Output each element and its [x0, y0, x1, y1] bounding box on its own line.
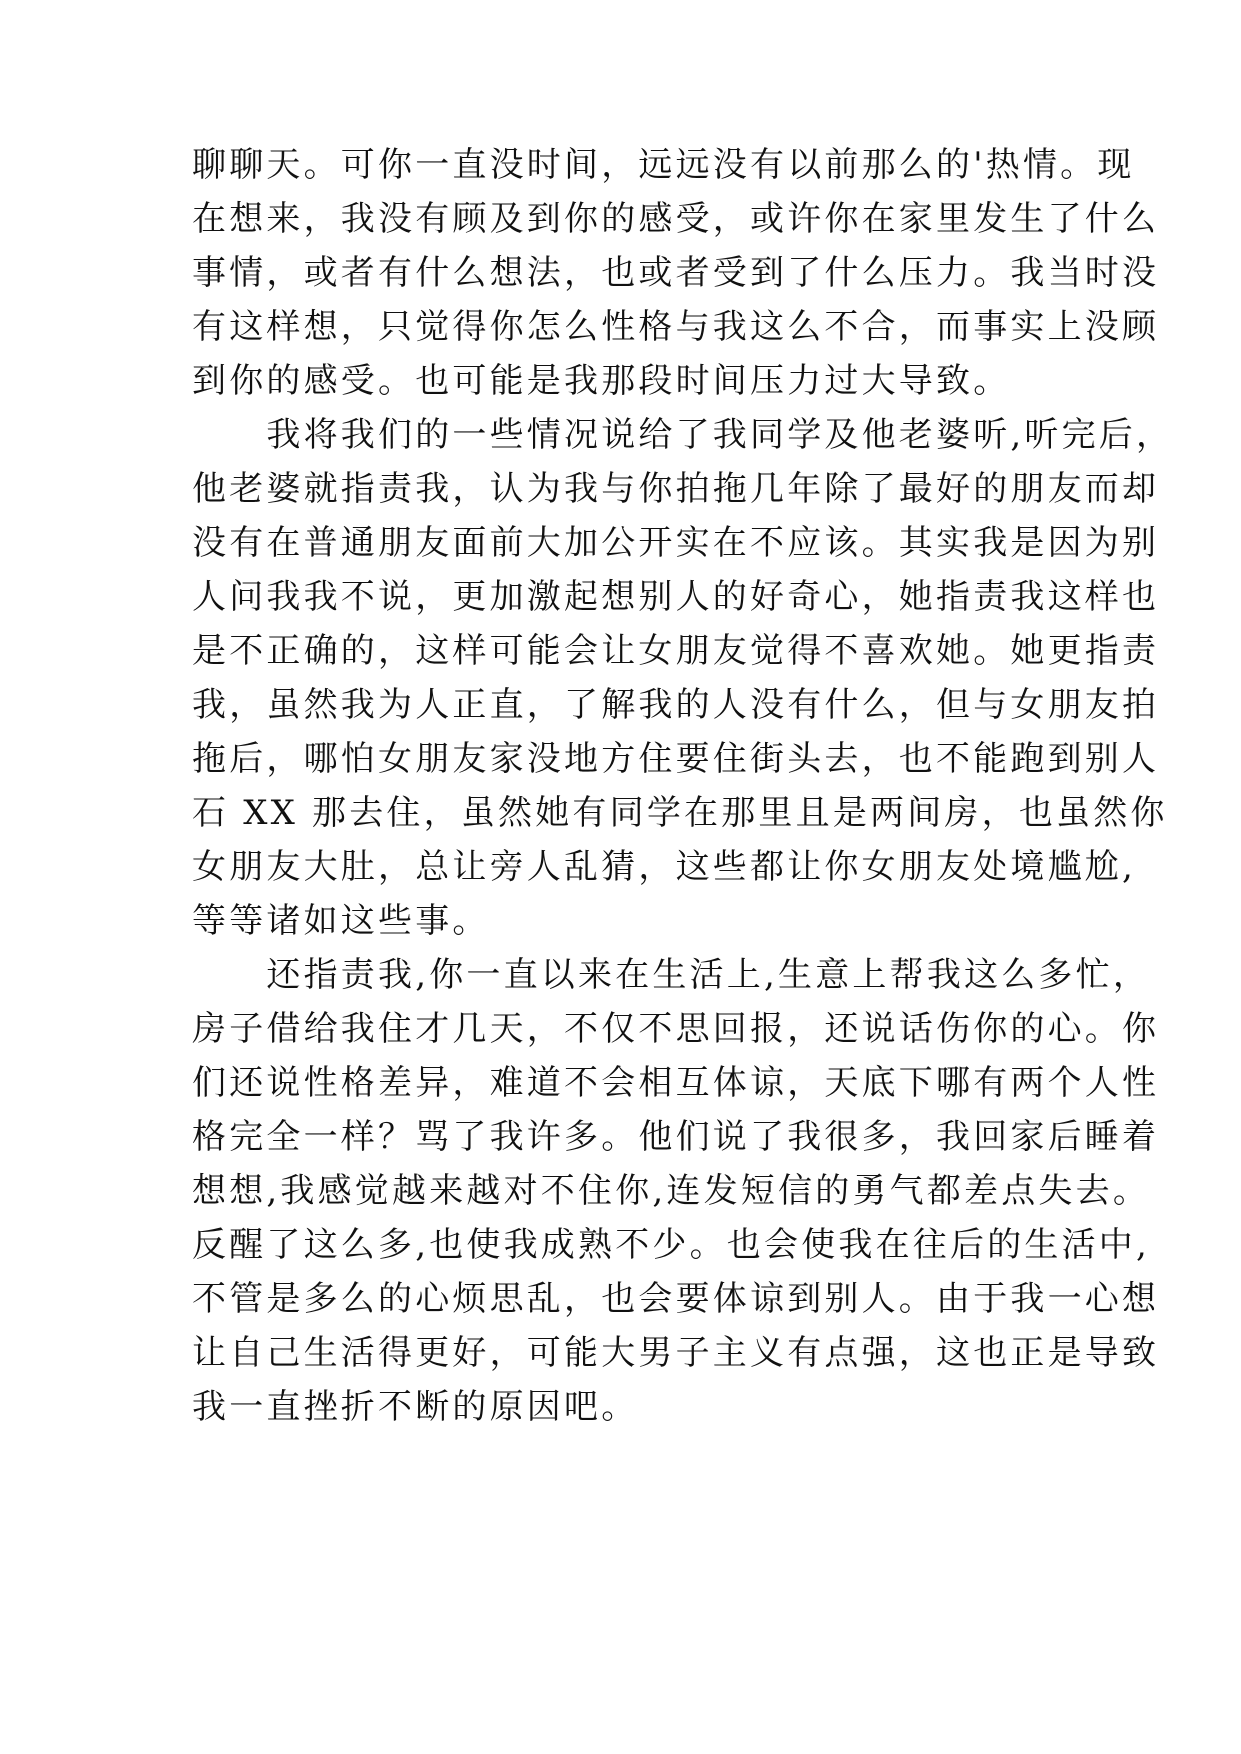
paragraph-2-line-7: 拖后，哪怕女朋友家没地方住要住街头去，也不能跑到别人: [192, 739, 1160, 779]
paragraph-2-line-2: 他老婆就指责我，认为我与你拍拖几年除了最好的朋友而却: [192, 469, 1160, 509]
paragraph-3-line-6: 反醒了这么多,也使我成熟不少。也会使我在往后的生活中,: [192, 1225, 1151, 1265]
paragraph-1-line-4: 有这样想，只觉得你怎么性格与我这么不合，而事实上没顾: [192, 307, 1160, 347]
paragraph-2-line-9: 女朋友大肚，总让旁人乱猜，这些都让你女朋友处境尴尬,: [192, 847, 1137, 887]
paragraph-3-line-2: 房子借给我住才几天，不仅不思回报，还说话伤你的心。你: [192, 1009, 1160, 1049]
paragraph-3-line-3: 们还说性格差异，难道不会相互体谅，天底下哪有两个人性: [192, 1063, 1160, 1103]
paragraph-2-line-3: 没有在普通朋友面前大加公开实在不应该。其实我是因为别: [192, 523, 1160, 563]
paragraph-3-line-7: 不管是多么的心烦思乱，也会要体谅到别人。由于我一心想: [192, 1279, 1160, 1319]
paragraph-2-line-1: 我将我们的一些情况说给了我同学及他老婆听,听完后，: [192, 415, 1174, 455]
paragraph-2-line-10: 等等诸如这些事。: [192, 901, 490, 941]
paragraph-2-line-6: 我，虽然我为人正直，了解我的人没有什么，但与女朋友拍: [192, 685, 1160, 725]
paragraph-3-line-9: 我一直挫折不断的原因吧。: [192, 1387, 639, 1427]
paragraph-1-line-2: 在想来，我没有顾及到你的感受，或许你在家里发生了什么: [192, 199, 1160, 239]
paragraph-2-line-4: 人问我我不说，更加激起想别人的好奇心，她指责我这样也: [192, 577, 1160, 617]
paragraph-3-line-4: 格完全一样？骂了我许多。他们说了我很多，我回家后睡着: [192, 1117, 1160, 1157]
paragraph-2-line-5: 是不正确的，这样可能会让女朋友觉得不喜欢她。她更指责: [192, 631, 1160, 671]
paragraph-1-line-3: 事情，或者有什么想法，也或者受到了什么压力。我当时没: [192, 253, 1160, 293]
paragraph-1-line-5: 到你的感受。也可能是我那段时间压力过大导致。: [192, 361, 1011, 401]
paragraph-3-line-8: 让自己生活得更好，可能大男子主义有点强，这也正是导致: [192, 1333, 1160, 1373]
paragraph-1-line-1: 聊聊天。可你一直没时间，远远没有以前那么的'热情。现: [192, 145, 1135, 185]
paragraph-2-line-8: 石 XX 那去住，虽然她有同学在那里且是两间房，也虽然你: [192, 793, 1168, 833]
paragraph-3-line-5: 想想,我感觉越来越对不住你,连发短信的勇气都差点失去。: [192, 1171, 1151, 1211]
paragraph-3-line-1: 还指责我,你一直以来在生活上,生意上帮我这么多忙，: [192, 955, 1151, 995]
